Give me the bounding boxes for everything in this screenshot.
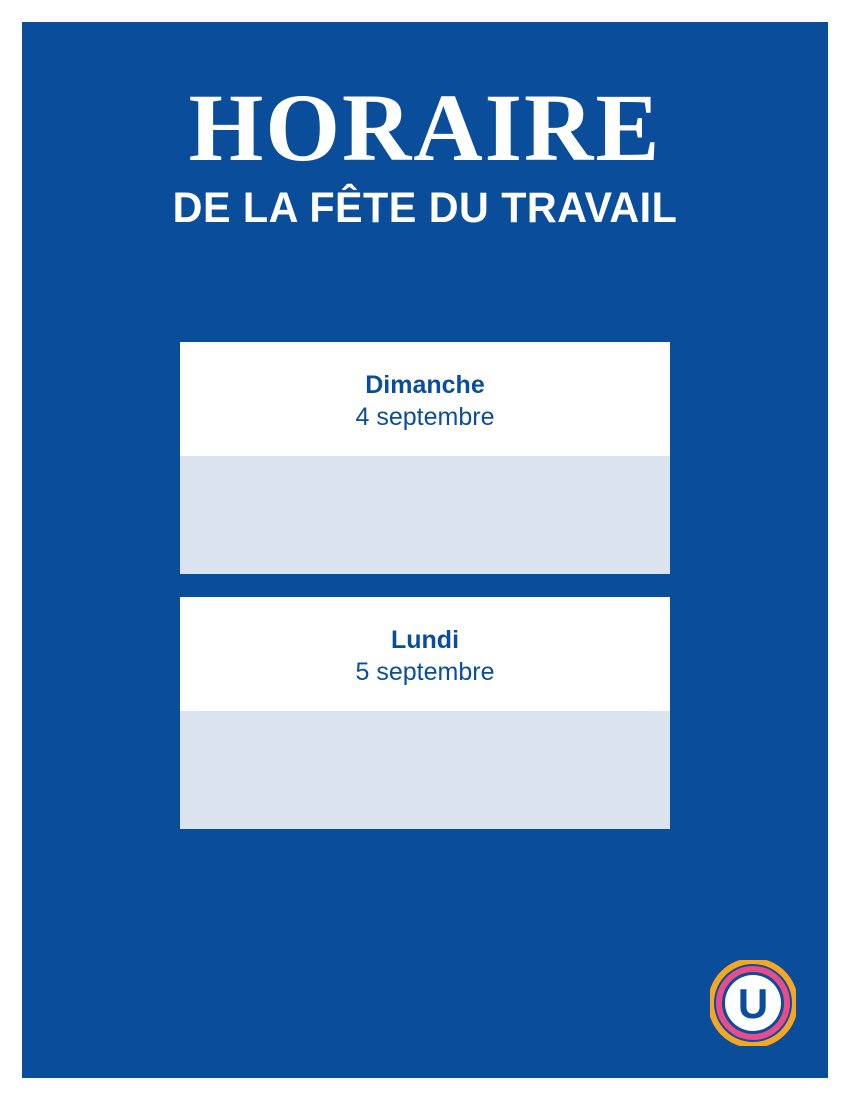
stm-logo-icon [710, 960, 796, 1046]
schedule-card [180, 342, 670, 574]
schedule-card-day: Dimanche [365, 371, 485, 399]
schedule-card-body [180, 711, 670, 829]
schedule-card-header [180, 597, 670, 711]
schedule-card-date: 5 septembre [355, 658, 495, 686]
schedule-card-day: Lundi [390, 625, 460, 654]
schedule-card-list [180, 342, 670, 852]
schedule-card-date: 4 septembre [355, 403, 495, 432]
schedule-card [180, 597, 670, 829]
page-title: HORAIRE [188, 74, 662, 181]
poster [22, 22, 828, 1078]
svg-text:U: U [737, 980, 769, 1027]
page-subtitle: DE LA FÊTE DU TRAVAIL [172, 184, 678, 232]
title-block [22, 74, 828, 232]
schedule-card-header [180, 342, 670, 456]
schedule-card-body [180, 456, 670, 574]
